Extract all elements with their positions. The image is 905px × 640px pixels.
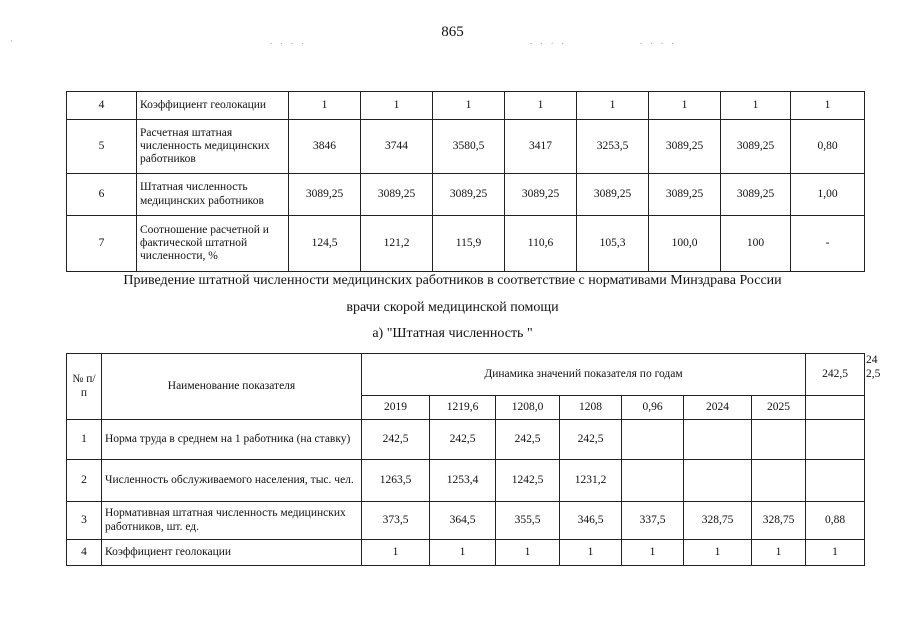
value-cell: 3417 xyxy=(505,120,577,174)
header-year: 1219,6 xyxy=(430,396,496,420)
value-cell: 115,9 xyxy=(433,216,505,272)
value-cell: 100 xyxy=(721,216,791,272)
value-cell: 242,5 xyxy=(362,420,430,460)
value-cell: 3089,25 xyxy=(433,174,505,216)
table-row xyxy=(67,92,865,120)
header-year: 1208,0 xyxy=(496,396,560,420)
row-name: Нормативная штатная численность медицинских работников, шт. ед. xyxy=(102,502,362,540)
header-name: Наименование показателя xyxy=(102,354,362,420)
section-subheading: врачи скорой медицинской помощи xyxy=(346,300,559,315)
scan-noise: . . . . xyxy=(270,36,307,46)
scan-noise: · xyxy=(10,36,16,46)
page-number: 865 xyxy=(441,24,464,40)
value-cell: 110,6 xyxy=(505,216,577,272)
row-number: 4 xyxy=(67,92,137,120)
value-cell: 1242,5 xyxy=(496,460,560,502)
value-cell xyxy=(622,460,684,502)
value-cell: 105,3 xyxy=(577,216,649,272)
value-cell: 1 xyxy=(496,540,560,566)
scan-noise: . . . . xyxy=(530,36,567,46)
subsection-title: а) "Штатная численность " xyxy=(372,326,533,341)
row-name: Норма труда в среднем на 1 работника (на ставку) xyxy=(102,420,362,460)
value-cell: 1231,2 xyxy=(560,460,622,502)
value-cell: 1 xyxy=(721,92,791,120)
value-cell: 242,5 xyxy=(496,420,560,460)
value-cell: 355,5 xyxy=(496,502,560,540)
value-cell: 3089,25 xyxy=(505,174,577,216)
row-name: Расчетная штатная численность медицинских работников xyxy=(137,120,289,174)
scan-noise: . . . . xyxy=(640,36,677,46)
value-cell: 1 xyxy=(806,540,865,566)
value-cell xyxy=(684,460,752,502)
value-cell: 1 xyxy=(430,540,496,566)
value-cell xyxy=(684,420,752,460)
value-cell: 328,75 xyxy=(684,502,752,540)
value-cell: 3744 xyxy=(361,120,433,174)
header-year xyxy=(806,396,865,420)
value-cell: 0,88 xyxy=(806,502,865,540)
row-name: Численность обслуживаемого населения, тыс. чел. xyxy=(102,460,362,502)
value-cell: 3089,25 xyxy=(721,174,791,216)
value-cell: 1 xyxy=(622,540,684,566)
corner-note-line: 24 xyxy=(866,354,878,366)
value-cell xyxy=(806,420,865,460)
table-row xyxy=(67,174,865,216)
value-cell: 242,5 xyxy=(430,420,496,460)
table-1 xyxy=(66,91,865,272)
value-cell: 1 xyxy=(362,540,430,566)
value-cell: 1 xyxy=(560,540,622,566)
header-dynamics: Динамика значений показателя по годам xyxy=(362,354,806,396)
value-cell: 1 xyxy=(361,92,433,120)
section-heading: Приведение штатной численности медицинских работников в соответствие с нормативами Минздрава России xyxy=(123,273,782,288)
value-cell: 121,2 xyxy=(361,216,433,272)
value-cell: 346,5 xyxy=(560,502,622,540)
value-cell xyxy=(806,460,865,502)
value-cell: 124,5 xyxy=(289,216,361,272)
header-extra: 242,5 xyxy=(806,354,865,396)
table-row xyxy=(67,460,865,502)
value-cell: 1,00 xyxy=(791,174,865,216)
value-cell: 364,5 xyxy=(430,502,496,540)
value-cell: 1 xyxy=(577,92,649,120)
value-cell: 242,5 xyxy=(560,420,622,460)
row-name: Коэффициент геолокации xyxy=(102,540,362,566)
row-name: Соотношение расчетной и фактической штатной численности, % xyxy=(137,216,289,272)
value-cell: 100,0 xyxy=(649,216,721,272)
table-row xyxy=(67,420,865,460)
value-cell: 3089,25 xyxy=(649,174,721,216)
header-year: 1208 xyxy=(560,396,622,420)
header-num: № п/п xyxy=(67,354,102,420)
header-year: 0,96 xyxy=(622,396,684,420)
value-cell: 3253,5 xyxy=(577,120,649,174)
table-row xyxy=(67,120,865,174)
row-number: 5 xyxy=(67,120,137,174)
value-cell: 328,75 xyxy=(752,502,806,540)
row-number: 6 xyxy=(67,174,137,216)
value-cell: 3846 xyxy=(289,120,361,174)
table-row xyxy=(67,216,865,272)
value-cell: 3089,25 xyxy=(721,120,791,174)
header-year: 2019 xyxy=(362,396,430,420)
row-name: Штатная численность медицинских работников xyxy=(137,174,289,216)
value-cell xyxy=(752,420,806,460)
row-name: Коэффициент геолокации xyxy=(137,92,289,120)
corner-note xyxy=(866,354,880,382)
value-cell: 1253,4 xyxy=(430,460,496,502)
value-cell: 1 xyxy=(649,92,721,120)
value-cell: 0,80 xyxy=(791,120,865,174)
value-cell: 1 xyxy=(752,540,806,566)
row-number: 3 xyxy=(67,502,102,540)
value-cell: 3089,25 xyxy=(289,174,361,216)
value-cell: 337,5 xyxy=(622,502,684,540)
value-cell: 1263,5 xyxy=(362,460,430,502)
row-number: 4 xyxy=(67,540,102,566)
header-year: 2024 xyxy=(684,396,752,420)
value-cell: 3089,25 xyxy=(577,174,649,216)
row-number: 2 xyxy=(67,460,102,502)
table-2 xyxy=(66,353,865,566)
value-cell: 3089,25 xyxy=(649,120,721,174)
table-row xyxy=(67,502,865,540)
value-cell: 1 xyxy=(433,92,505,120)
row-number: 7 xyxy=(67,216,137,272)
value-cell: 1 xyxy=(684,540,752,566)
value-cell: 1 xyxy=(505,92,577,120)
value-cell: 3580,5 xyxy=(433,120,505,174)
corner-note-line: 2,5 xyxy=(866,367,881,380)
table-row xyxy=(67,540,865,566)
value-cell: 1 xyxy=(289,92,361,120)
value-cell: 373,5 xyxy=(362,502,430,540)
value-cell: 3089,25 xyxy=(361,174,433,216)
header-year: 2025 xyxy=(752,396,806,420)
row-number: 1 xyxy=(67,420,102,460)
value-cell xyxy=(752,460,806,502)
value-cell: 1 xyxy=(791,92,865,120)
value-cell xyxy=(622,420,684,460)
value-cell: - xyxy=(791,216,865,272)
